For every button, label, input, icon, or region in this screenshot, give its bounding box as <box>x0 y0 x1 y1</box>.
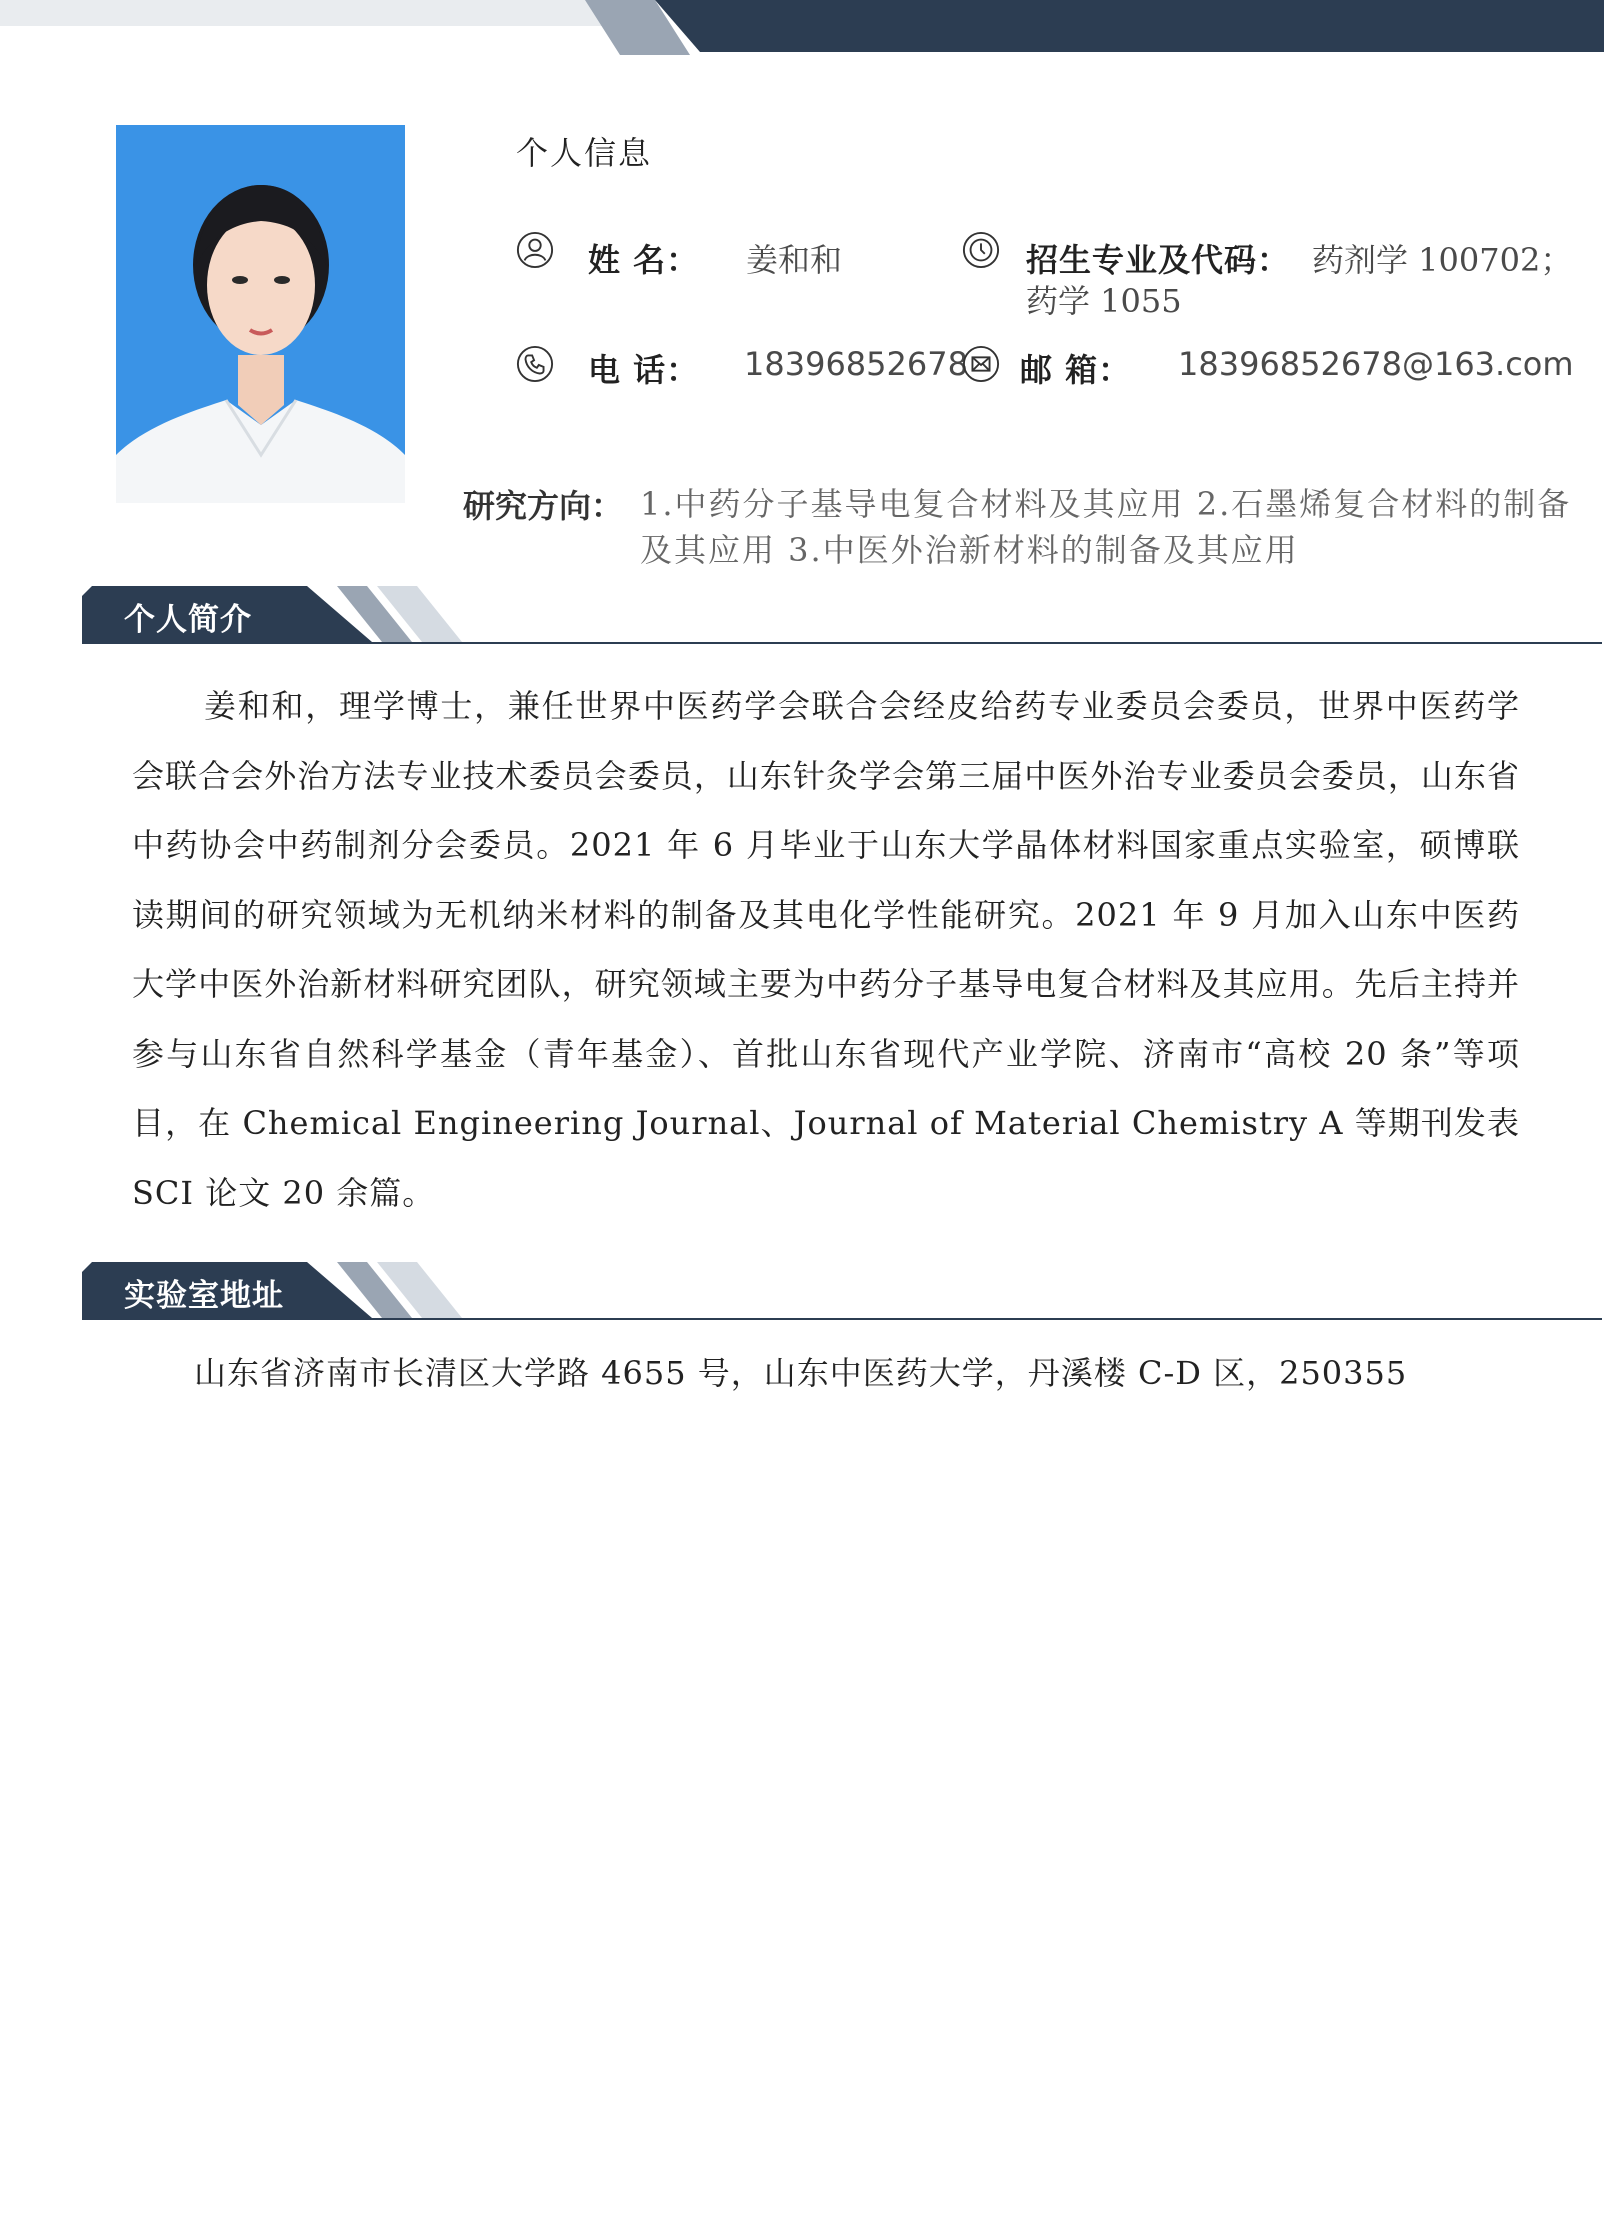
major-label: 招生专业及代码： <box>1026 241 1291 279</box>
phone-value: 18396852678 <box>744 345 968 383</box>
mail-icon <box>962 345 1000 383</box>
profile-photo <box>116 125 405 503</box>
name-label: 姓 名： <box>588 241 700 279</box>
lab-address: 山东省济南市长清区大学路 4655 号，山东中医药大学，丹溪楼 C-D 区，250355 <box>194 1354 1408 1392</box>
major-value-line1: 药剂学 100702； <box>1312 241 1573 279</box>
name-value: 姜和和 <box>746 241 843 279</box>
top-banner <box>0 0 1604 55</box>
major-value-line2: 药学 1055 <box>1026 282 1182 320</box>
research-value: 1.中药分子基导电复合材料及其应用 2.石墨烯复合材料的制备及其应用 3.中医外治新材料的制备及其应用 <box>640 485 1572 569</box>
bio-text: 姜和和，理学博士，兼任世界中医药学会联合会经皮给药专业委员会委员，世界中医药学会联合会外治方法专业技术委员会委员，山东针灸学会第三届中医外治专业委员会委员，山东省中药协会中药制剂分会委员。2021 年 6 月毕业于山东大学晶体材料国家重点实验室，硕博联读期间的研究领域为无机纳米材料的制备及其电化学性能研究。2021 年 9 月加入山东中医药大学中医外治新材料研究团队，研究领域主要为中药分子基导电复合材料及其应用。先后主持并参与山东省自然科学基金（青年基金）、首批山东省现代产业学院、济南市“高校 20 条”等项目，在 Chemical Engineering Journal、Journal of Material Chemistry A 等期刊发表 SCI 论文 20 余篇。 <box>132 687 1520 1212</box>
phone-label: 电 话： <box>588 351 700 389</box>
bio-section-title: 个人简介 <box>124 602 252 638</box>
clock-icon <box>962 231 1000 269</box>
person-icon <box>516 231 554 269</box>
phone-icon <box>516 345 554 383</box>
info-title: 个人信息 <box>516 134 653 172</box>
research-label: 研究方向： <box>463 487 624 525</box>
bio-section-header <box>82 586 1602 644</box>
email-label: 邮 箱： <box>1020 351 1132 389</box>
lab-section-header <box>82 1262 1602 1320</box>
email-value[interactable]: 18396852678@163.com <box>1178 345 1574 383</box>
lab-section-title: 实验室地址 <box>124 1278 284 1314</box>
